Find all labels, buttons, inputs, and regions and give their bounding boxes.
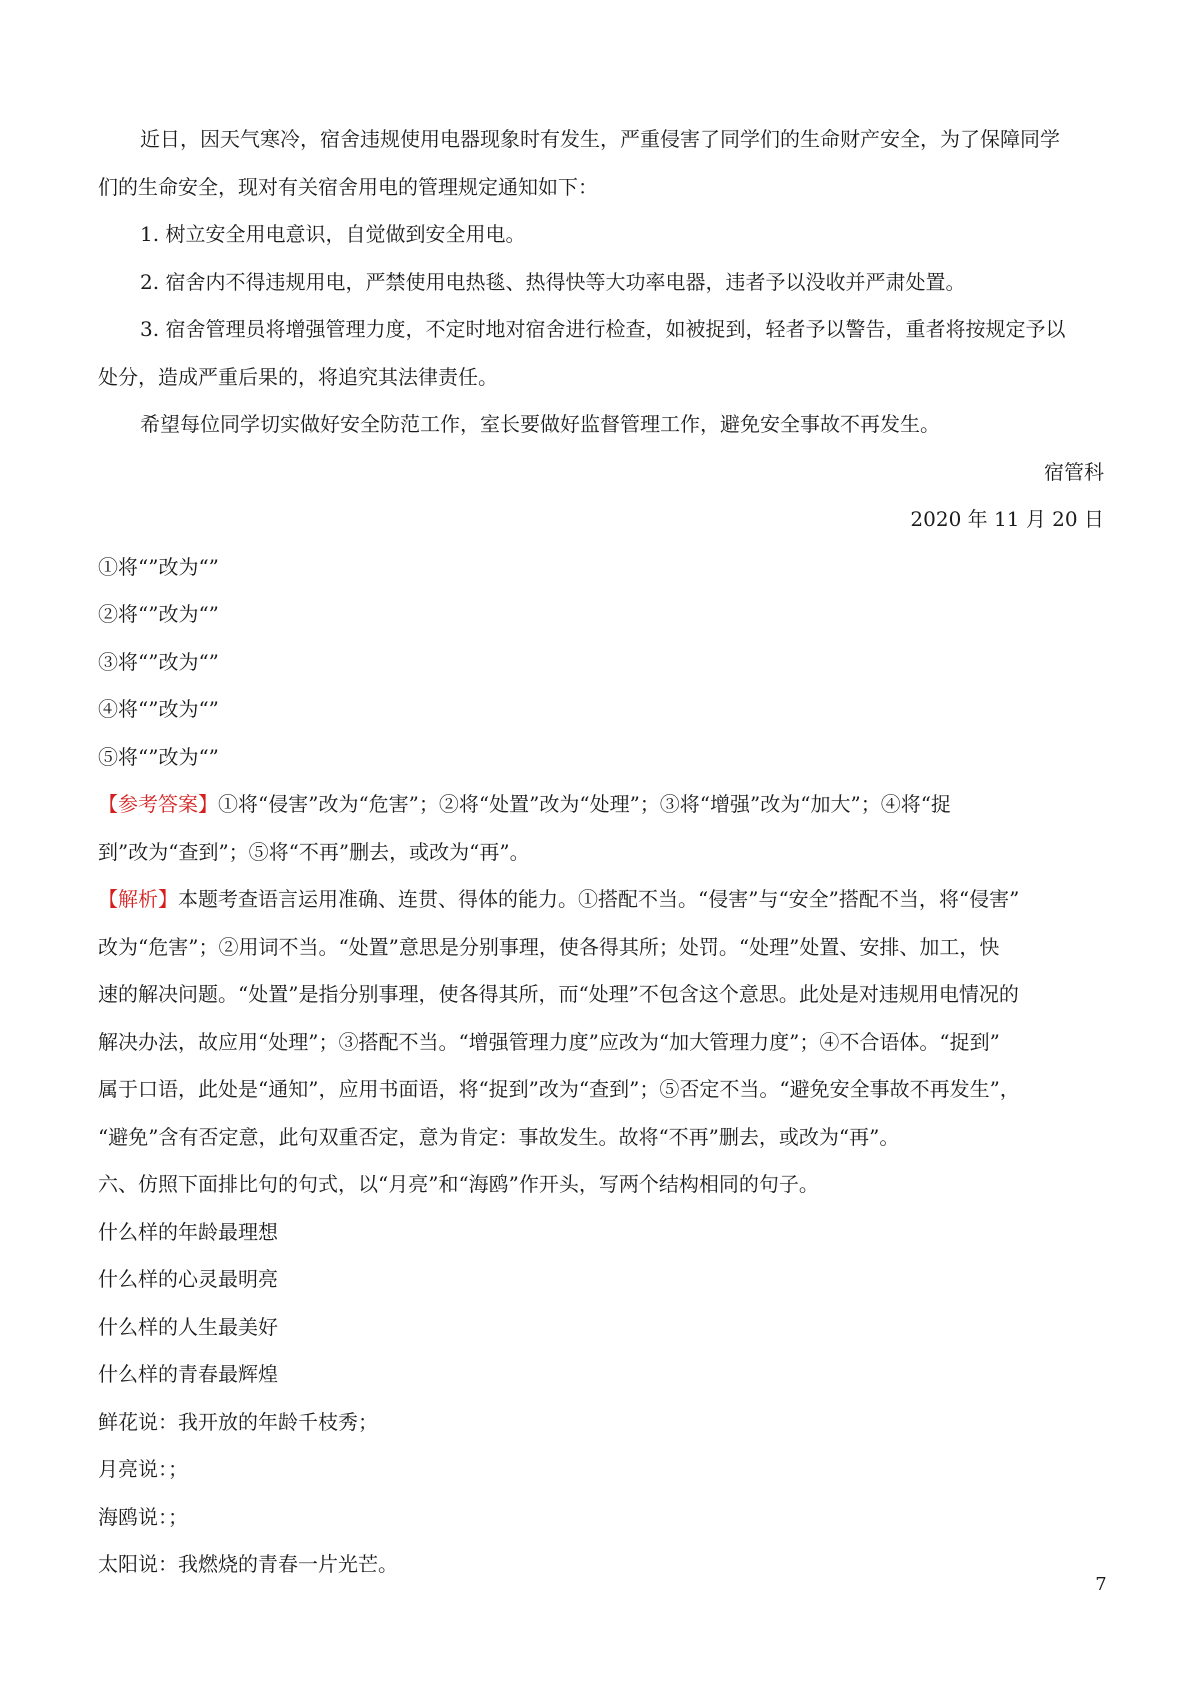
- blank-item-4: ④将“”改为“”: [98, 697, 219, 721]
- analysis-label: 【解析】: [98, 887, 178, 911]
- notice-item-1: 1. 树立安全用电意识，自觉做到安全用电。: [140, 222, 526, 246]
- answer-label: 【参考答案】: [98, 792, 218, 816]
- notice-paragraph-line: 近日，因天气寒冷，宿舍违规使用电器现象时有发生，严重侵害了同学们的生命财产安全，为了保障同学: [140, 127, 1060, 151]
- parallel-sentence: 月亮说：；: [98, 1457, 188, 1481]
- parallel-sentence: 鲜花说：我开放的年龄千枝秀；: [98, 1409, 378, 1434]
- parallel-sentence: 什么样的年龄最理想: [98, 1219, 278, 1244]
- notice-item-2: 2. 宿舍内不得违规用电，严禁使用电热毯、热得快等大功率电器，违者予以没收并严肃处置。: [140, 269, 966, 294]
- answer-line: 到”改为“查到”；⑤将“不再”删去，或改为“再”。: [98, 839, 530, 864]
- blank-item-1: ①将“”改为“”: [98, 554, 219, 579]
- notice-date: 2020 年 11 月 20 日: [910, 507, 1104, 531]
- parallel-sentence: 什么样的心灵最明亮: [98, 1267, 278, 1291]
- parallel-sentence: 太阳说：我燃烧的青春一片光芒。: [98, 1552, 398, 1576]
- parallel-sentence: 什么样的青春最辉煌: [98, 1362, 278, 1386]
- answer-line: [98, 781, 1104, 829]
- notice-paragraph-line: 们的生命安全，现对有关宿舍用电的管理规定通知如下：: [98, 174, 598, 199]
- blank-item-3: ③将“”改为“”: [98, 649, 219, 674]
- parallel-sentence: 什么样的人生最美好: [98, 1314, 278, 1339]
- analysis-line: 属于口语，此处是“通知”，应用书面语，将“捉到”改为“查到”；⑤否定不当。“避免安全事故不再发生”，: [98, 1077, 1020, 1101]
- answer-text: ①将“侵害”改为“危害”；②将“处置”改为“处理”；③将“增强”改为“加大”；④将“捉: [218, 792, 951, 816]
- analysis-line: “避免”含有否定意，此句双重否定，意为肯定：事故发生。故将“不再”删去，或改为“再”。: [98, 1124, 900, 1149]
- page-content: [98, 116, 1104, 1589]
- analysis-line: 改为“危害”；②用词不当。“处置”意思是分别事理，使各得其所；处罚。“处理”处置、安排、加工，快: [98, 934, 1000, 959]
- page-number: 7: [1095, 1574, 1107, 1595]
- question-6-prompt: 六、仿照下面排比句的句式，以“月亮”和“海鸥”作开头，写两个结构相同的句子。: [98, 1172, 819, 1196]
- analysis-text: 本题考查语言运用准确、连贯、得体的能力。①搭配不当。“侵害”与“安全”搭配不当，将“侵害”: [178, 887, 1020, 911]
- analysis-line: 速的解决问题。“处置”是指分别事理，使各得其所，而“处理”不包含这个意思。此处是对违规用电情况的: [98, 982, 1019, 1006]
- blank-item-5: ⑤将“”改为“”: [98, 744, 219, 769]
- notice-signature: 宿管科: [1044, 459, 1104, 484]
- parallel-sentence: 海鸥说：；: [98, 1504, 188, 1529]
- notice-item-3-line: 处分，造成严重后果的，将追究其法律责任。: [98, 364, 498, 389]
- notice-closing: 希望每位同学切实做好安全防范工作，室长要做好监督管理工作，避免安全事故不再发生。: [140, 412, 940, 436]
- analysis-line: [98, 876, 1104, 924]
- blank-item-2: ②将“”改为“”: [98, 602, 219, 626]
- notice-item-3-line: 3. 宿舍管理员将增强管理力度，不定时地对宿舍进行检查，如被捉到，轻者予以警告，重者将按规定予以: [140, 317, 1066, 341]
- analysis-line: 解决办法，故应用“处理”；③搭配不当。“增强管理力度”应改为“加大管理力度”；④不合语体。“捉到”: [98, 1029, 1000, 1054]
